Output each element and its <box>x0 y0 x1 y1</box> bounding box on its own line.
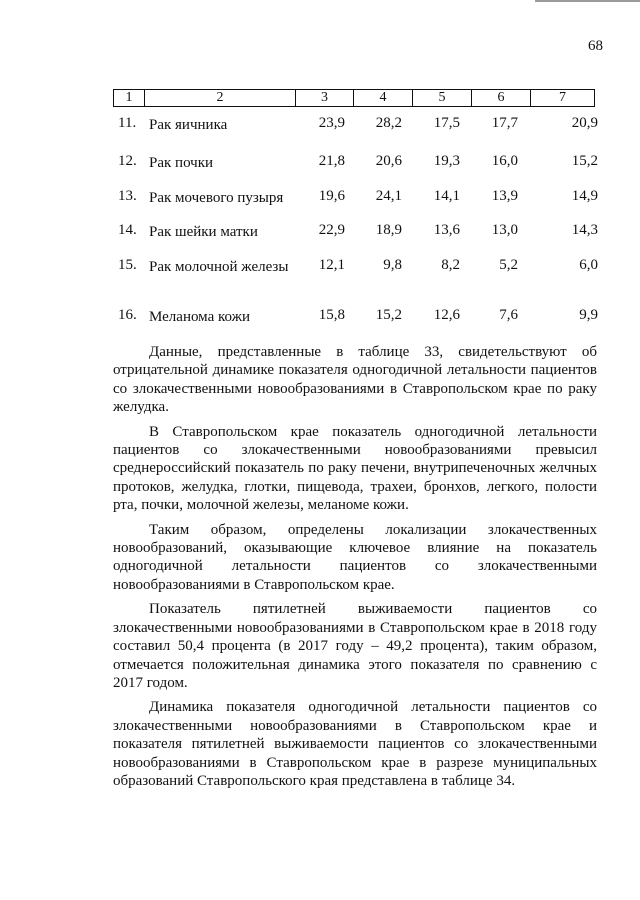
cell-value: 23,9 <box>318 115 345 131</box>
cell-value: 12,6 <box>433 307 460 323</box>
cell-value: 17,5 <box>433 115 460 131</box>
cell-value: 21,8 <box>318 153 345 169</box>
row-number: 13. <box>118 188 137 204</box>
cell-value: 8,2 <box>441 257 460 273</box>
cell-value: 16,0 <box>491 153 518 169</box>
cell-value: 5,2 <box>499 257 518 273</box>
cell-value: 28,2 <box>375 115 402 131</box>
col-number-7: 7 <box>559 90 566 105</box>
paragraph: Данные, представленные в таблице 33, свидетельствуют об отрицательной динамике показателя одногодичной летальности пациентов со злокачественными новообразованиями в Ставропольском крае по раку желудка. <box>113 344 597 416</box>
paragraph: В Ставропольском крае показатель одногодичной летальности пациентов со злокачественными новообразованиями превысил среднероссийский показатель по раку печени, внутрипеченочных желчных протоков, желудка, глотки, пищевода, трахеи, бронхов, легкого, полости рта, почки, молочной железы, меланоме кожи. <box>113 423 597 514</box>
paragraph: Таким образом, определены локализации злокачественных новообразований, оказывающие ключевое влияние на показатель одногодичной летальности пациентов со злокачественными новообразованиями в Ставропольском крае. <box>113 521 597 593</box>
body-text <box>113 343 597 796</box>
cell-value: 18,9 <box>375 222 402 238</box>
row-label: Рак яичника <box>149 117 228 133</box>
cell-value: 13,6 <box>433 222 460 238</box>
cell-value: 19,6 <box>318 188 345 204</box>
cell-value: 17,7 <box>491 115 518 131</box>
cell-value: 15,2 <box>375 307 402 323</box>
cell-value: 13,9 <box>491 188 518 204</box>
col-number-5: 5 <box>413 90 472 106</box>
col-number-6: 6 <box>472 90 531 106</box>
table-column-numbers <box>113 89 595 107</box>
cell-value: 15,2 <box>571 153 598 169</box>
row-label: Рак мочевого пузыря <box>149 190 284 206</box>
cell-value: 12,1 <box>318 257 345 273</box>
cell-value: 6,0 <box>579 257 598 273</box>
row-number: 12. <box>118 153 137 169</box>
col-number-2: 2 <box>145 90 296 106</box>
cell-value: 15,8 <box>318 307 345 323</box>
cell-value: 20,9 <box>571 115 598 131</box>
cell-value: 14,9 <box>571 188 598 204</box>
paragraph: Динамика показателя одногодичной летальности пациентов со злокачественными новообразованиями в Ставропольском крае и показателя пятилетней выживаемости пациентов со злокачественными новообразованиями в Ставропольском крае в разрезе муниципальных образований Ставропольского края представлена в таблице 34. <box>113 699 597 789</box>
col-number-3: 3 <box>296 90 354 106</box>
cell-value: 13,0 <box>491 222 518 238</box>
cell-value: 7,6 <box>499 307 518 323</box>
col-number-1: 1 <box>114 90 145 106</box>
row-number: 16. <box>118 307 137 323</box>
row-label: Рак почки <box>149 155 214 171</box>
cell-value: 22,9 <box>318 222 345 238</box>
top-rule <box>535 0 640 2</box>
row-label: Рак молочной железы <box>149 259 289 275</box>
cell-value: 9,8 <box>383 257 402 273</box>
cell-value: 14,3 <box>571 222 598 238</box>
cell-value: 24,1 <box>375 188 402 204</box>
row-number: 14. <box>118 222 137 238</box>
col-number-4: 4 <box>354 90 413 106</box>
paragraph: Показатель пятилетней выживаемости пациентов со злокачественными новообразованиями в Ставропольском крае в 2018 году составил 50,4 процента (в 2017 году – 49,2 процента), таким образом, отмечается положительная динамика этого показателя по сравнению с 2017 годом. <box>113 601 597 691</box>
row-number: 11. <box>118 115 137 131</box>
cell-value: 19,3 <box>433 153 460 169</box>
row-label: Рак шейки матки <box>149 224 258 240</box>
page-number: 68 <box>588 38 603 54</box>
cell-value: 20,6 <box>375 153 402 169</box>
cell-value: 9,9 <box>579 307 598 323</box>
cell-value: 14,1 <box>433 188 460 204</box>
row-number: 15. <box>118 257 137 273</box>
row-label: Меланома кожи <box>149 309 251 325</box>
